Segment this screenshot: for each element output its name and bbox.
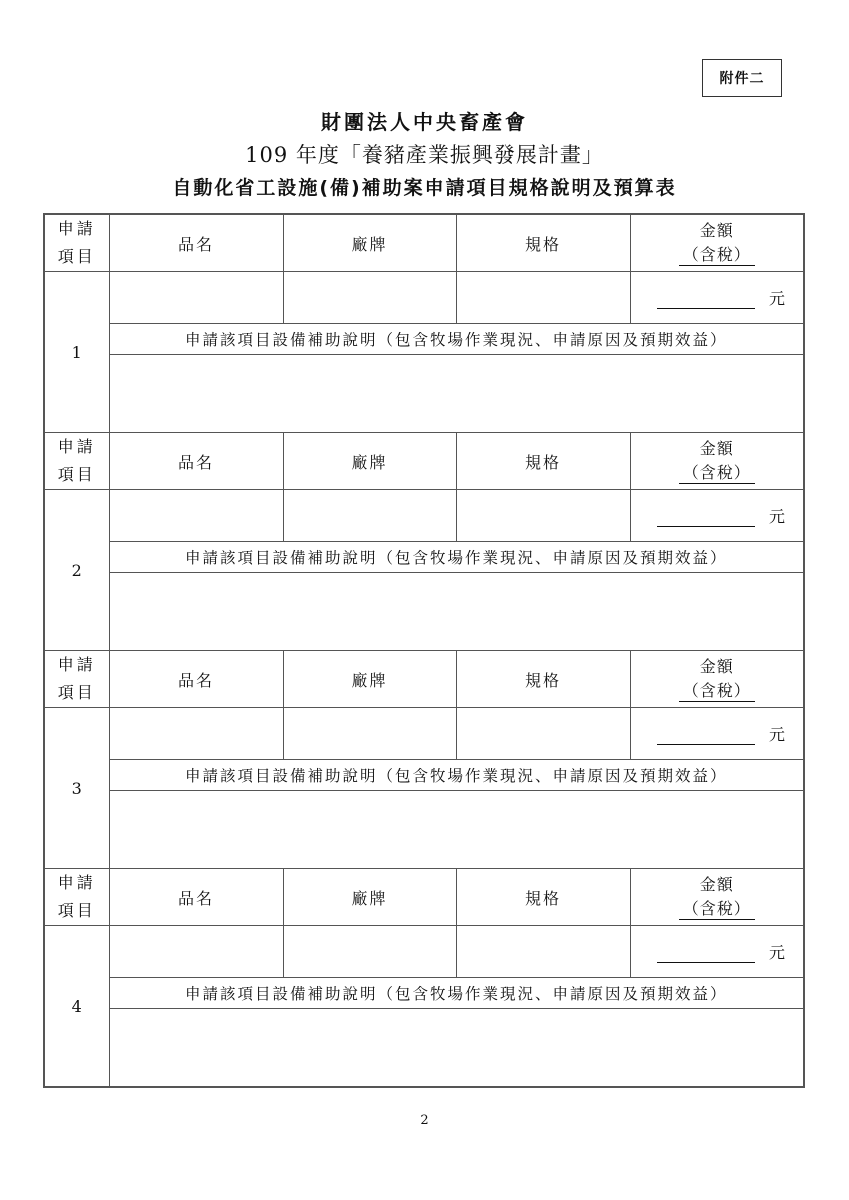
org-title: 財團法人中央畜產會 bbox=[321, 110, 528, 134]
brand-field[interactable] bbox=[283, 708, 456, 760]
brand-field[interactable] bbox=[283, 272, 456, 324]
amount-header bbox=[630, 651, 804, 708]
plan-title: 109 年度「養豬產業振興發展計畫」 bbox=[245, 143, 604, 167]
product-name-header: 品名 bbox=[109, 869, 283, 926]
spec-field[interactable] bbox=[456, 490, 630, 542]
description-space-row bbox=[44, 355, 804, 433]
amount-label: 金額 bbox=[699, 221, 734, 240]
brand-header: 廠牌 bbox=[283, 433, 456, 490]
item-header-cell bbox=[44, 869, 109, 926]
item-input-row bbox=[44, 926, 804, 978]
item-header-cell bbox=[44, 651, 109, 708]
description-label: 申請該項目設備補助說明（包含牧場作業現況、申請原因及預期效益） bbox=[109, 978, 804, 1009]
spec-header: 規格 bbox=[456, 214, 630, 272]
item-number: 3 bbox=[44, 708, 109, 869]
amount-label: 金額 bbox=[699, 875, 734, 894]
amount-field[interactable] bbox=[630, 272, 804, 324]
description-label-row bbox=[44, 978, 804, 1009]
budget-table bbox=[43, 213, 805, 1088]
amount-blank bbox=[657, 510, 755, 527]
currency-unit: 元 bbox=[768, 725, 785, 744]
product-name-header: 品名 bbox=[109, 651, 283, 708]
spec-header: 規格 bbox=[456, 433, 630, 490]
item-header-cell bbox=[44, 214, 109, 272]
amount-label: 金額 bbox=[699, 657, 734, 676]
item-header-cell bbox=[44, 433, 109, 490]
description-space-row bbox=[44, 1009, 804, 1088]
description-field[interactable] bbox=[109, 1009, 804, 1088]
description-label-row bbox=[44, 324, 804, 355]
item-label: 申請 項目 bbox=[57, 873, 96, 920]
item-header-row bbox=[44, 433, 804, 490]
item-input-row bbox=[44, 272, 804, 324]
form-title: 自動化省工設施(備)補助案申請項目規格說明及預算表 bbox=[172, 177, 677, 199]
amount-tax-note: （含稅） bbox=[679, 245, 755, 266]
page-number: 2 bbox=[420, 1113, 429, 1128]
item-number: 2 bbox=[44, 490, 109, 651]
spec-header: 規格 bbox=[456, 869, 630, 926]
spec-field[interactable] bbox=[456, 708, 630, 760]
product-name-field[interactable] bbox=[109, 272, 283, 324]
item-label: 申請 項目 bbox=[57, 655, 96, 702]
amount-header bbox=[630, 433, 804, 490]
amount-field[interactable] bbox=[630, 708, 804, 760]
brand-field[interactable] bbox=[283, 490, 456, 542]
spec-field[interactable] bbox=[456, 926, 630, 978]
amount-tax-note: （含稅） bbox=[679, 681, 755, 702]
attachment-label: 附件二 bbox=[702, 59, 782, 97]
amount-field[interactable] bbox=[630, 490, 804, 542]
spec-field[interactable] bbox=[456, 272, 630, 324]
brand-header: 廠牌 bbox=[283, 869, 456, 926]
amount-blank bbox=[657, 728, 755, 745]
description-label: 申請該項目設備補助說明（包含牧場作業現況、申請原因及預期效益） bbox=[109, 324, 804, 355]
amount-blank bbox=[657, 292, 755, 309]
product-name-field[interactable] bbox=[109, 926, 283, 978]
item-header-row bbox=[44, 214, 804, 272]
item-label: 申請 項目 bbox=[57, 437, 96, 484]
item-header-row bbox=[44, 651, 804, 708]
amount-label: 金額 bbox=[699, 439, 734, 458]
description-space-row bbox=[44, 791, 804, 869]
description-space-row bbox=[44, 573, 804, 651]
currency-unit: 元 bbox=[768, 289, 785, 308]
description-label-row bbox=[44, 760, 804, 791]
item-input-row bbox=[44, 708, 804, 760]
description-field[interactable] bbox=[109, 355, 804, 433]
item-number: 4 bbox=[44, 926, 109, 1088]
description-label: 申請該項目設備補助說明（包含牧場作業現況、申請原因及預期效益） bbox=[109, 760, 804, 791]
amount-tax-note: （含稅） bbox=[679, 899, 755, 920]
item-label: 申請 項目 bbox=[57, 219, 96, 266]
amount-header bbox=[630, 869, 804, 926]
currency-unit: 元 bbox=[768, 943, 785, 962]
description-label: 申請該項目設備補助說明（包含牧場作業現況、申請原因及預期效益） bbox=[109, 542, 804, 573]
product-name-header: 品名 bbox=[109, 214, 283, 272]
product-name-header: 品名 bbox=[109, 433, 283, 490]
spec-header: 規格 bbox=[456, 651, 630, 708]
item-input-row bbox=[44, 490, 804, 542]
description-field[interactable] bbox=[109, 573, 804, 651]
amount-tax-note: （含稅） bbox=[679, 463, 755, 484]
description-field[interactable] bbox=[109, 791, 804, 869]
item-number: 1 bbox=[44, 272, 109, 433]
brand-field[interactable] bbox=[283, 926, 456, 978]
currency-unit: 元 bbox=[768, 507, 785, 526]
item-header-row bbox=[44, 869, 804, 926]
amount-header bbox=[630, 214, 804, 272]
description-label-row bbox=[44, 542, 804, 573]
product-name-field[interactable] bbox=[109, 708, 283, 760]
product-name-field[interactable] bbox=[109, 490, 283, 542]
brand-header: 廠牌 bbox=[283, 651, 456, 708]
brand-header: 廠牌 bbox=[283, 214, 456, 272]
amount-field[interactable] bbox=[630, 926, 804, 978]
amount-blank bbox=[657, 946, 755, 963]
